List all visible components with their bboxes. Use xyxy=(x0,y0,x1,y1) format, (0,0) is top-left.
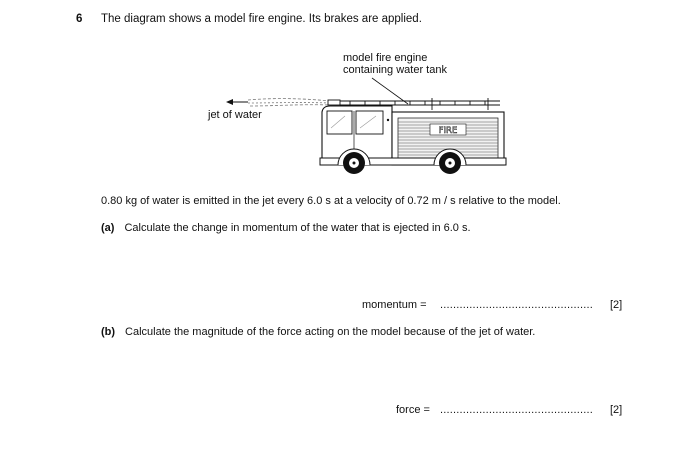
part-b-text: Calculate the magnitude of the force acting on the model because of the jet of water. xyxy=(125,326,536,338)
info-paragraph: 0.80 kg of water is emitted in the jet every 6.0 s at a velocity of 0.72 m / s relative to the model. xyxy=(101,195,561,207)
part-a-letter: (a) xyxy=(101,222,115,234)
part-a-marks: [2] xyxy=(610,299,623,311)
part-a-text: Calculate the change in momentum of the water that is ejected in 6.0 s. xyxy=(124,222,471,234)
part-b-marks: [2] xyxy=(610,404,623,416)
cab-window-side xyxy=(356,111,383,134)
momentum-label: momentum = xyxy=(362,299,427,311)
question-stem: The diagram shows a model fire engine. Its brakes are applied. xyxy=(101,13,422,25)
label-engine-line1: model fire engine xyxy=(343,52,428,64)
part-b-question xyxy=(101,326,535,338)
question-number: 6 xyxy=(76,13,83,25)
part-a-question xyxy=(101,222,471,234)
fire-text: FIRE xyxy=(438,126,458,136)
jet-arrow-icon xyxy=(226,99,248,105)
water-jet xyxy=(248,99,330,106)
label-jet-of-water: jet of water xyxy=(208,109,262,121)
momentum-answer-line[interactable]: ............................................... xyxy=(440,299,594,311)
nozzle xyxy=(328,100,340,105)
force-label: force = xyxy=(396,404,430,416)
part-b-letter: (b) xyxy=(101,326,116,338)
label-engine-line2: containing water tank xyxy=(343,64,447,76)
cab-window-front xyxy=(327,111,352,134)
engine-leader-line xyxy=(372,78,408,104)
force-answer-line[interactable]: ............................................... xyxy=(440,404,594,416)
